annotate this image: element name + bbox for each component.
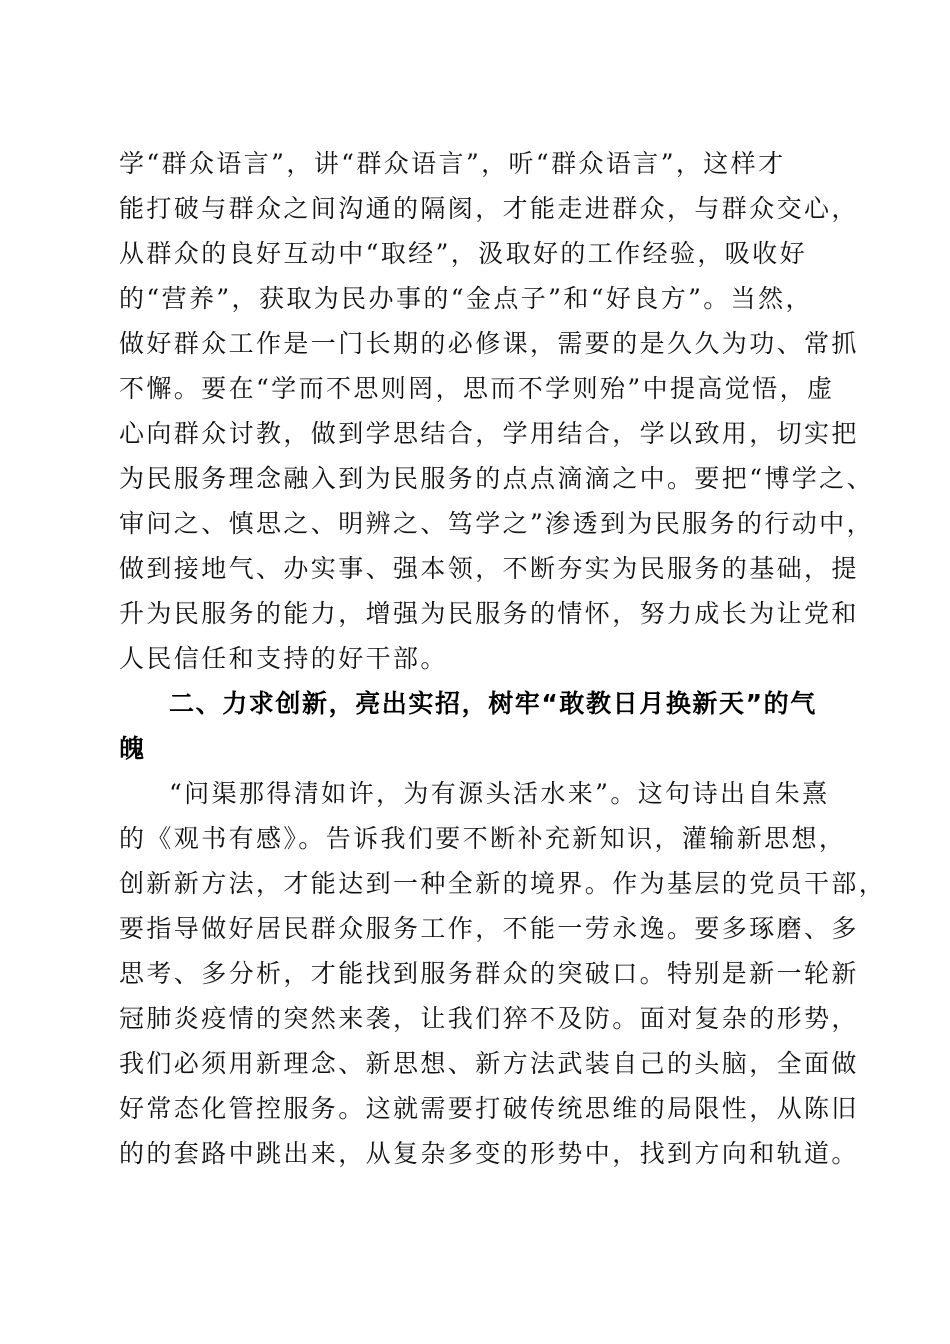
paragraph1-line-3: 从群众的良好互动中“取经”，汲取好的工作经验，吸收好: [119, 239, 807, 268]
paragraph2-line-4: 要指导做好居民群众服务工作，不能一劳永逸。要多琢磨、多: [119, 914, 859, 943]
paragraph1-line-4: 的“营养”，获取为民办事的“金点子”和“好良方”。当然，: [119, 284, 813, 313]
paragraph2-line-9: 的的套路中跳出来，从复杂多变的形势中，找到方向和轨道。: [119, 1139, 859, 1168]
paragraph2-line-6: 冠肺炎疫情的突然来袭，让我们猝不及防。面对复杂的形势，: [119, 1004, 859, 1033]
paragraph1-line-7: 心向群众讨教，做到学思结合，学用结合，学以致用，切实把: [119, 419, 859, 448]
paragraph1-line-6: 不懈。要在“学而不思则罔，思而不学则殆”中提高觉悟，虚: [119, 374, 835, 403]
paragraph2-line-3: 创新新方法，才能达到一种全新的境界。作为基层的党员干部，: [119, 869, 887, 898]
section-heading-line-2: 魄: [119, 734, 146, 763]
paragraph1-line-12: 人民信任和支持的好干部。: [119, 644, 448, 673]
paragraph2-line-5: 思考、多分析，才能找到服务群众的突破口。特别是新一轮新: [119, 959, 859, 988]
paragraph1-line-8: 为民服务理念融入到为民服务的点点滴滴之中。要把“博学之、: [119, 464, 874, 493]
paragraph2-line-2: 的《观书有感》。告诉我们要不断补充新知识，灌输新思想，: [119, 824, 847, 853]
paragraph1-line-10: 做到接地气、办实事、强本领，不断夯实为民服务的基础，提: [119, 554, 859, 583]
paragraph2-line-1: “问渠那得清如许，为有源头活水来”。这句诗出自朱熹: [169, 779, 830, 808]
paragraph1-line-11: 升为民服务的能力，增强为民服务的情怀，努力成长为让党和: [119, 599, 859, 628]
paragraph1-line-1: 学“群众语言”，讲“群众语言”，听“群众语言”，这样才: [119, 149, 786, 178]
section-heading-line-1: 二、力求创新，亮出实招，树牢“敢教日月换新天”的气: [169, 689, 817, 718]
paragraph1-line-2: 能打破与群众之间沟通的隔阂，才能走进群众，与群众交心，: [119, 194, 859, 223]
paragraph1-line-5: 做好群众工作是一门长期的必修课，需要的是久久为功、常抓: [119, 329, 859, 358]
paragraph2-line-7: 我们必须用新理念、新思想、新方法武装自己的头脑，全面做: [119, 1049, 859, 1078]
paragraph2-line-8: 好常态化管控服务。这就需要打破传统思维的局限性，从陈旧: [119, 1094, 859, 1123]
paragraph1-line-9: 审问之、慎思之、明辨之、笃学之”渗透到为民服务的行动中，: [119, 509, 874, 538]
